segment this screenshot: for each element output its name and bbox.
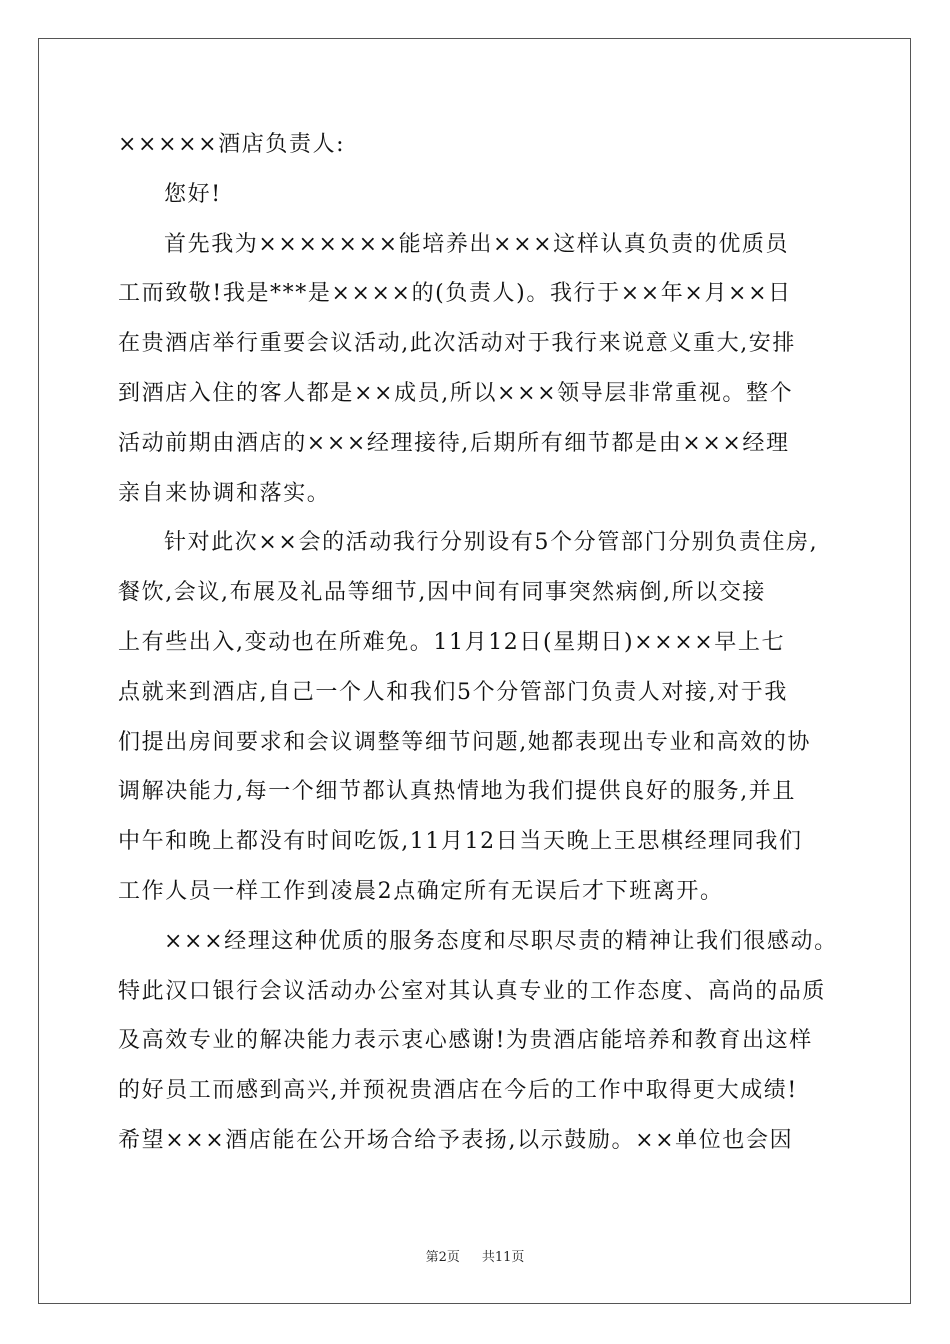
paragraph-2-line-5: 们提出房间要求和会议调整等细节问题,她都表现出专业和高效的协 — [118, 729, 811, 755]
paragraph-2-line-3: 上有些出入,变动也在所难免。11月12日(星期日)××××早上七 — [118, 629, 786, 655]
paragraph-2-line-7: 中午和晚上都没有时间吃饭,11月12日当天晚上王思棋经理同我们 — [118, 829, 803, 855]
paragraph-1-line-3: 在贵酒店举行重要会议活动,此次活动对于我行来说意义重大,安排 — [118, 331, 796, 357]
paragraph-2-line-6: 调解决能力,每一个细节都认真热情地为我们提供良好的服务,并且 — [118, 779, 796, 805]
paragraph-2-line-4: 点就来到酒店,自己一个人和我们5个分管部门负责人对接,对于我 — [118, 679, 788, 705]
paragraph-1-line-1: 首先我为×××××××能培养出×××这样认真负责的优质员 — [164, 231, 790, 257]
paragraph-1-line-4: 到酒店入住的客人都是××成员,所以×××领导层非常重视。整个 — [118, 380, 794, 406]
paragraph-1-line-6: 亲自来协调和落实。 — [118, 480, 331, 506]
paragraph-3-line-3: 及高效专业的解决能力表示衷心感谢!为贵酒店能培养和教育出这样 — [118, 1028, 813, 1054]
page-number: 第2页 — [425, 1250, 460, 1265]
paragraph-3-line-2: 特此汉口银行会议活动办公室对其认真专业的工作态度、高尚的品质 — [118, 978, 827, 1004]
paragraph-3-line-5: 希望×××酒店能在公开场合给予表扬,以示鼓励。××单位也会因 — [118, 1127, 794, 1153]
paragraph-2-line-8: 工作人员一样工作到凌晨2点确定所有无误后才下班离开。 — [118, 878, 724, 904]
page-footer — [0, 1246, 950, 1265]
paragraph-1-line-5: 活动前期由酒店的×××经理接待,后期所有细节都是由×××经理 — [118, 430, 790, 456]
paragraph-1-line-2: 工而致敬!我是***是××××的(负责人)。我行于××年×月××日 — [118, 281, 792, 307]
paragraph-3-line-1: ×××经理这种优质的服务态度和尽职尽责的精神让我们很感动。 — [164, 928, 838, 954]
paragraph-2-line-1: 针对此次××会的活动我行分别设有5个分管部门分别负责住房, — [164, 530, 819, 556]
page-total: 共11页 — [481, 1250, 525, 1265]
paragraph-2-line-2: 餐饮,会议,布展及礼品等细节,因中间有同事突然病倒,所以交接 — [118, 580, 766, 606]
letter-body — [118, 120, 838, 1166]
greeting-line: 您好! — [164, 181, 222, 207]
paragraph-3-line-4: 的好员工而感到高兴,并预祝贵酒店在今后的工作中取得更大成绩! — [118, 1078, 798, 1104]
salutation-line: ×××××酒店负责人: — [118, 132, 346, 157]
